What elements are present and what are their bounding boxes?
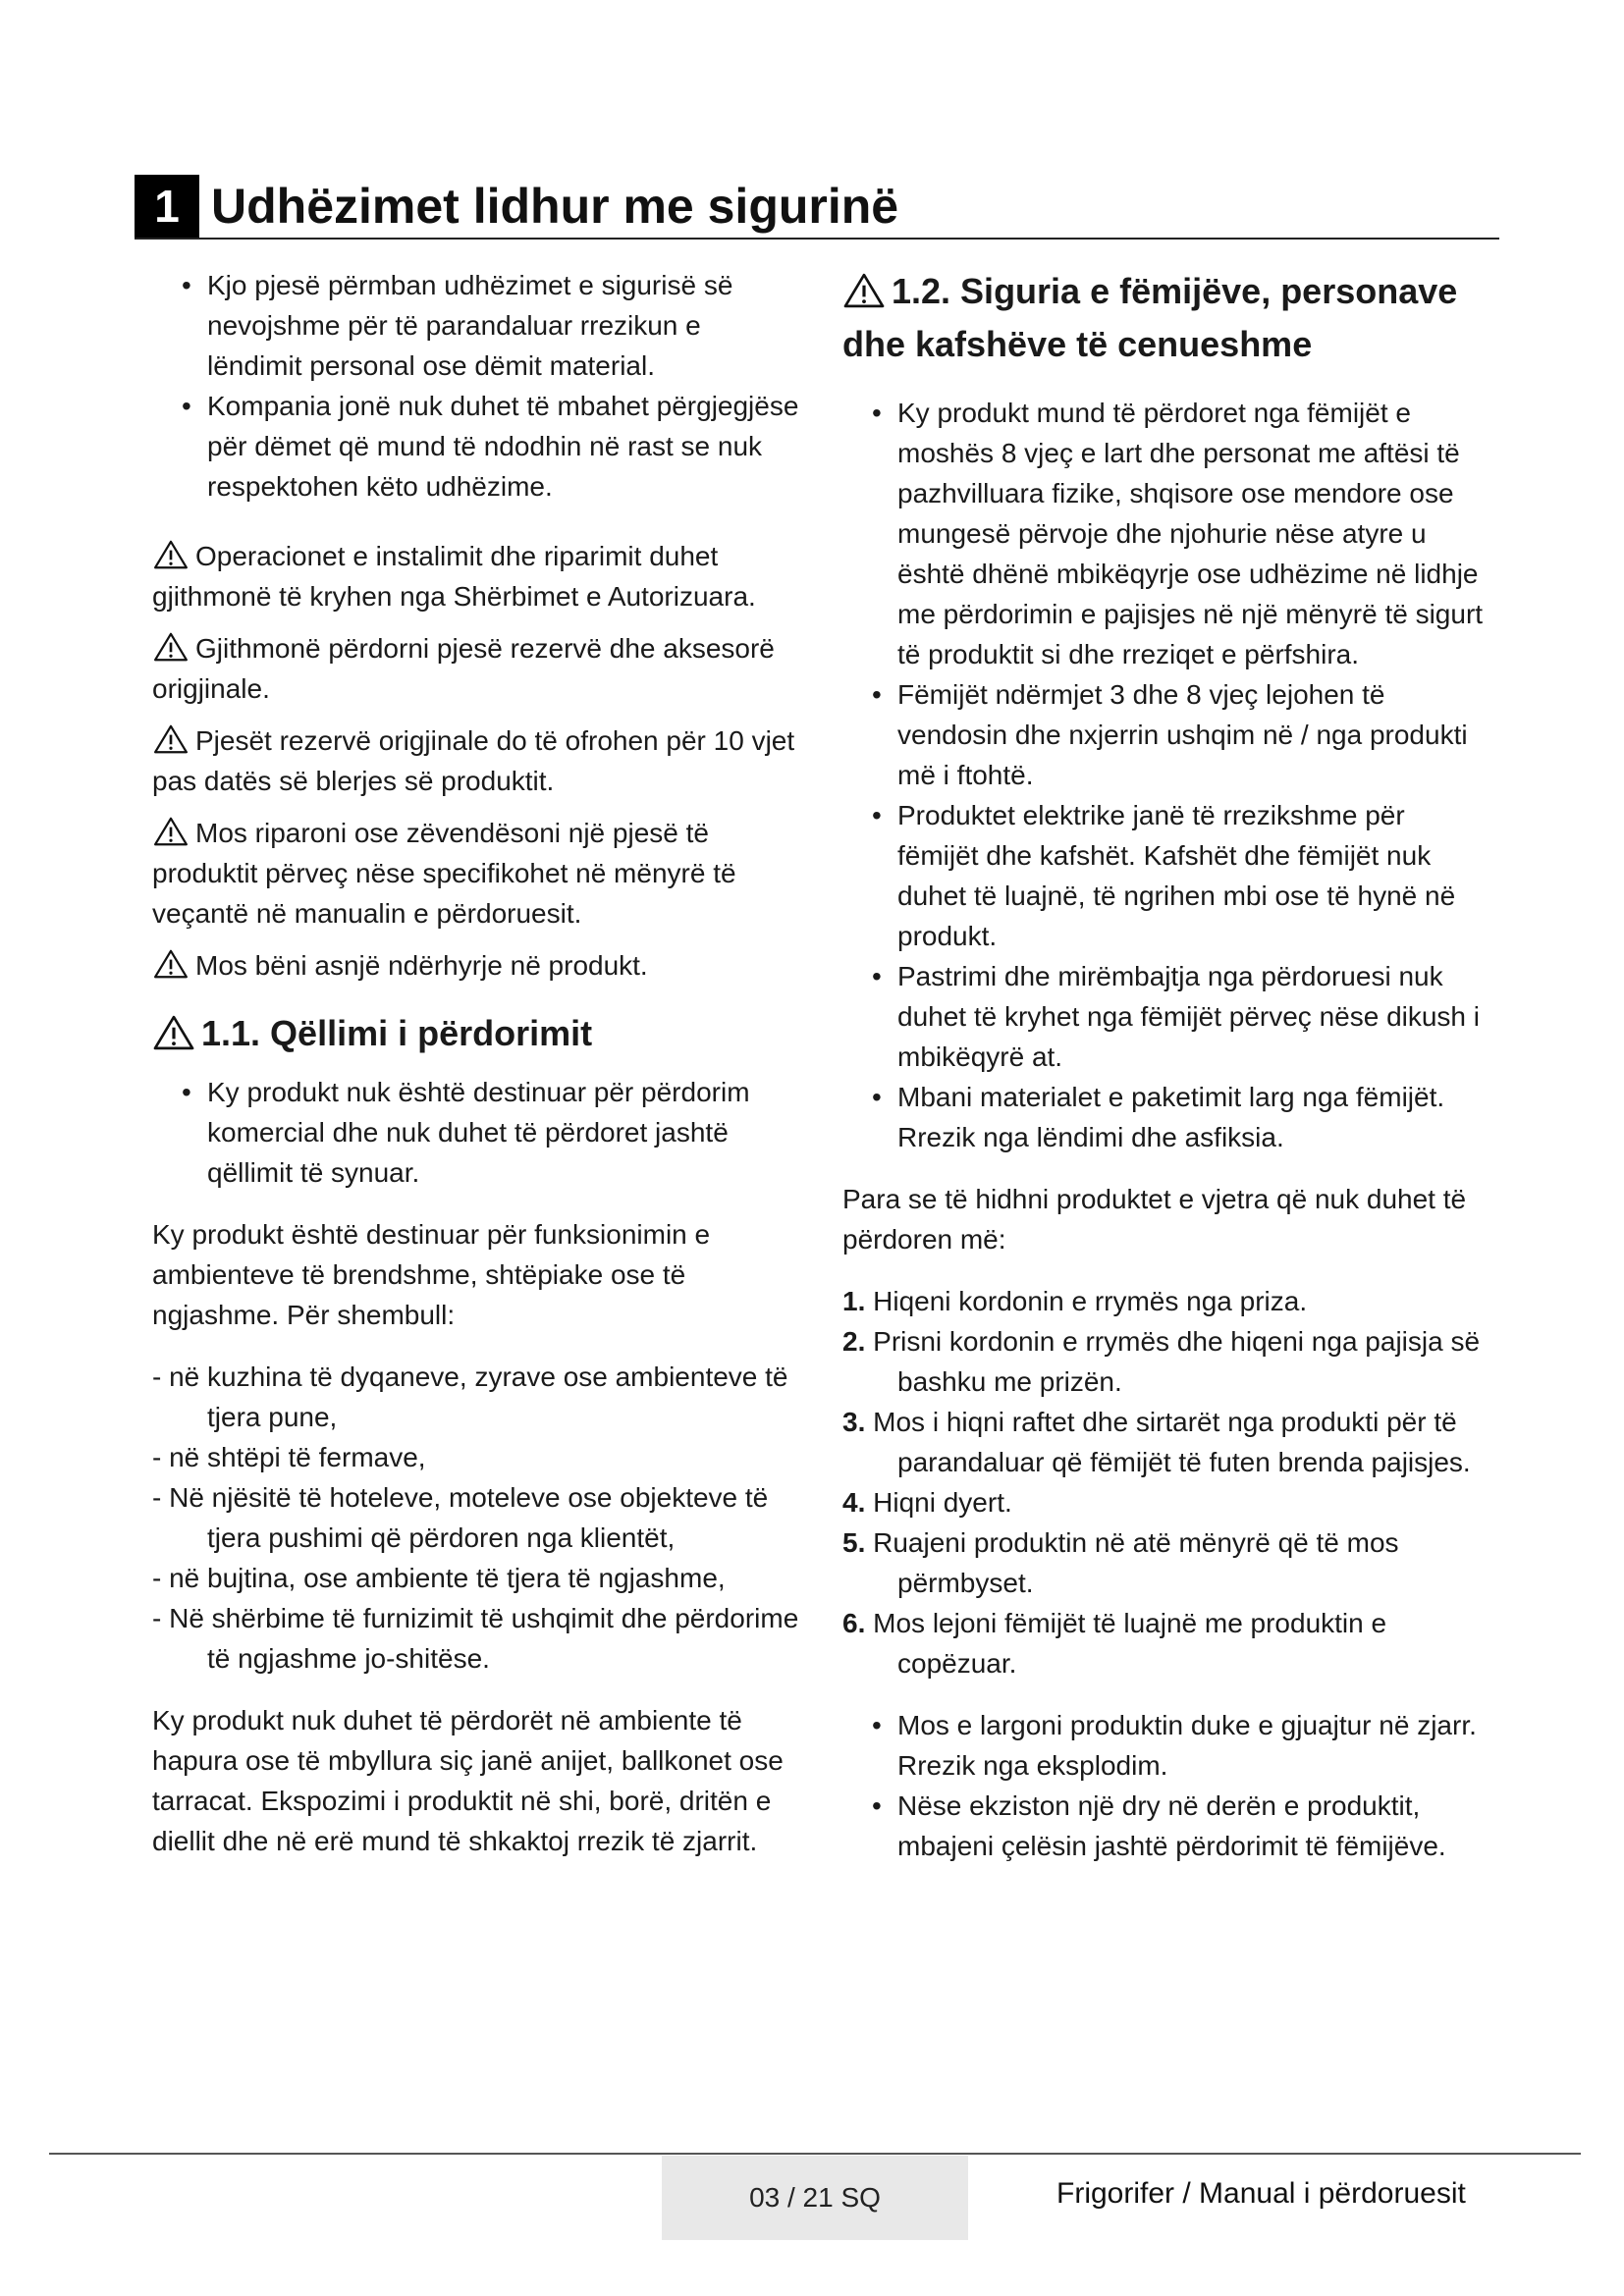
footer-divider <box>49 2153 1581 2155</box>
section-heading: 1.1. Qëllimi i përdorimit <box>152 1007 800 1060</box>
page-header <box>135 175 1499 240</box>
list-item: - në shtëpi të fermave, <box>152 1442 426 1472</box>
warning-icon <box>842 273 886 308</box>
list-item: • Kompania jonë nuk duhet të mbahet përgjegjëse për dëmet që mund të ndodhin në rast se nuk respektohen këto udhëzime. <box>182 391 799 502</box>
list-item: 3. Mos i hiqni raftet dhe sirtarët nga produkti për të parandaluar që fëmijët të futen brenda pajisjes. <box>842 1407 1471 1477</box>
left-column <box>152 265 800 1861</box>
final-bullets <box>842 1705 1490 1866</box>
usage-paragraph: Ky produkt është destinuar për funksionimin e ambienteve të brendshme, shtëpiake ose të ngjashme. Për shembull: <box>152 1219 711 1330</box>
list-item: • Produktet elektrike janë të rrezikshme për fëmijët dhe kafshët. Kafshët dhe fëmijët nuk duhet të luajnë, të ngrihen mbi ose të hynë në produkt. <box>872 800 1456 951</box>
list-item: 4. Hiqni dyert. <box>842 1487 1012 1518</box>
usage-examples <box>152 1357 800 1679</box>
list-item: 2. Prisni kordonin e rrymës dhe hiqeni nga pajisja së bashku me prizën. <box>842 1326 1481 1397</box>
list-item: 6. Mos lejoni fëmijët të luajnë me produktin e copëzuar. <box>842 1608 1387 1679</box>
chapter-number: 1 <box>135 175 199 238</box>
warning-icon <box>152 724 189 754</box>
warning-icon <box>152 1015 195 1050</box>
list-item: - në kuzhina të dyqaneve, zyrave ose ambienteve të tjera pune, <box>152 1362 788 1432</box>
list-item: 1. Hiqeni kordonin e rrymës nga priza. <box>842 1286 1308 1316</box>
list-item: • Mbani materialet e paketimit larg nga fëmijët. Rrezik nga lëndimi dhe asfiksia. <box>872 1082 1445 1152</box>
list-item: • Ky produkt mund të përdoret nga fëmijët e moshës 8 vjeç e lart dhe personat me aftësi të pazhvilluara fizike, shqisore ose mendore ose mungesë përvoje dhe njohurie nëse atyre u është dhënë mbikëqyrje ose udhëzime në lidhje me përdorimin e pajisjes në një mënyrë të sigurt të produktit si dhe rreziqet e përfshira. <box>872 398 1484 669</box>
purpose-bullets <box>152 1072 800 1193</box>
list-item: - Në njësitë të hoteleve, moteleve ose objekteve të tjera pushimi që përdoren nga klientët, <box>152 1482 769 1553</box>
outdoor-warning-paragraph: Ky produkt nuk duhet të përdorët në ambiente të hapura ose të mbyllura siç janë anijet, ballkonet ose tarracat. Ekspozimi i produktit në shi, borë, dritën e diellit dhe në erë mund të shkaktoj rrezik të zjarrit. <box>152 1705 784 1856</box>
manual-title: Frigorifer / Manual i përdoruesit <box>1056 2177 1466 2210</box>
child-safety-bullets <box>842 393 1490 1157</box>
disposal-intro: Para se të hidhni produktet e vjetra që nuk duhet të përdoren më: <box>842 1184 1467 1255</box>
warning-paragraph: Gjithmonë përdorni pjesë rezervë dhe aksesorë origjinale. <box>152 633 775 704</box>
page-number: 03 / 21 SQ <box>662 2156 968 2240</box>
list-item: - Në shërbime të furnizimit të ushqimit dhe përdorime të ngjashme jo-shitëse. <box>152 1603 799 1674</box>
section-heading: 1.2. Siguria e fëmijëve, personave dhe kafshëve të cenueshme <box>842 271 1458 364</box>
right-column <box>842 265 1490 1866</box>
warning-icon <box>152 540 189 569</box>
intro-bullets <box>152 265 800 507</box>
list-item: • Nëse ekziston një dry në derën e produktit, mbajeni çelësin jashtë përdorimit të fëmijëve. <box>872 1790 1446 1861</box>
list-item: • Kjo pjesë përmban udhëzimet e sigurisë së nevojshme për të parandaluar rrezikun e lëndimit personal ose dëmit material. <box>182 270 733 381</box>
warning-paragraph: Pjesët rezervë origjinale do të ofrohen për 10 vjet pas datës së blerjes së produktit. <box>152 725 795 796</box>
list-item: 5. Ruajeni produktin në atë mënyrë që të mos përmbyset. <box>842 1527 1399 1598</box>
list-item: • Mos e largoni produktin duke e gjuajtur në zjarr. Rrezik nga eksplodim. <box>872 1710 1477 1781</box>
list-item: • Pastrimi dhe mirëmbajtja nga përdoruesi nuk duhet të kryhet nga fëmijët përveç nëse dikush i mbikëqyrë at. <box>872 961 1481 1072</box>
list-item: - në bujtina, ose ambiente të tjera të ngjashme, <box>152 1563 726 1593</box>
list-item: • Ky produkt nuk është destinuar për përdorim komercial dhe nuk duhet të përdoret jashtë qëllimit të synuar. <box>182 1077 750 1188</box>
list-item: • Fëmijët ndërmjet 3 dhe 8 vjeç lejohen të vendosin dhe nxjerrin ushqim në / nga produkti më i ftohtë. <box>872 679 1468 790</box>
warning-icon <box>152 817 189 846</box>
warning-icon <box>152 632 189 662</box>
page-title: Udhëzimet lidhur me sigurinë <box>211 179 899 234</box>
warning-paragraph: Mos riparoni ose zëvendësoni një pjesë të produktit përveç nëse specifikohet në mënyrë të veçantë në manualin e përdoruesit. <box>152 818 736 929</box>
disposal-steps <box>842 1281 1490 1683</box>
warning-paragraph: Operacionet e instalimit dhe riparimit duhet gjithmonë të kryhen nga Shërbimet e Autorizuara. <box>152 541 756 612</box>
warning-paragraph: Mos bëni asnjë ndërhyrje në produkt. <box>152 945 800 986</box>
warning-icon <box>152 949 189 979</box>
